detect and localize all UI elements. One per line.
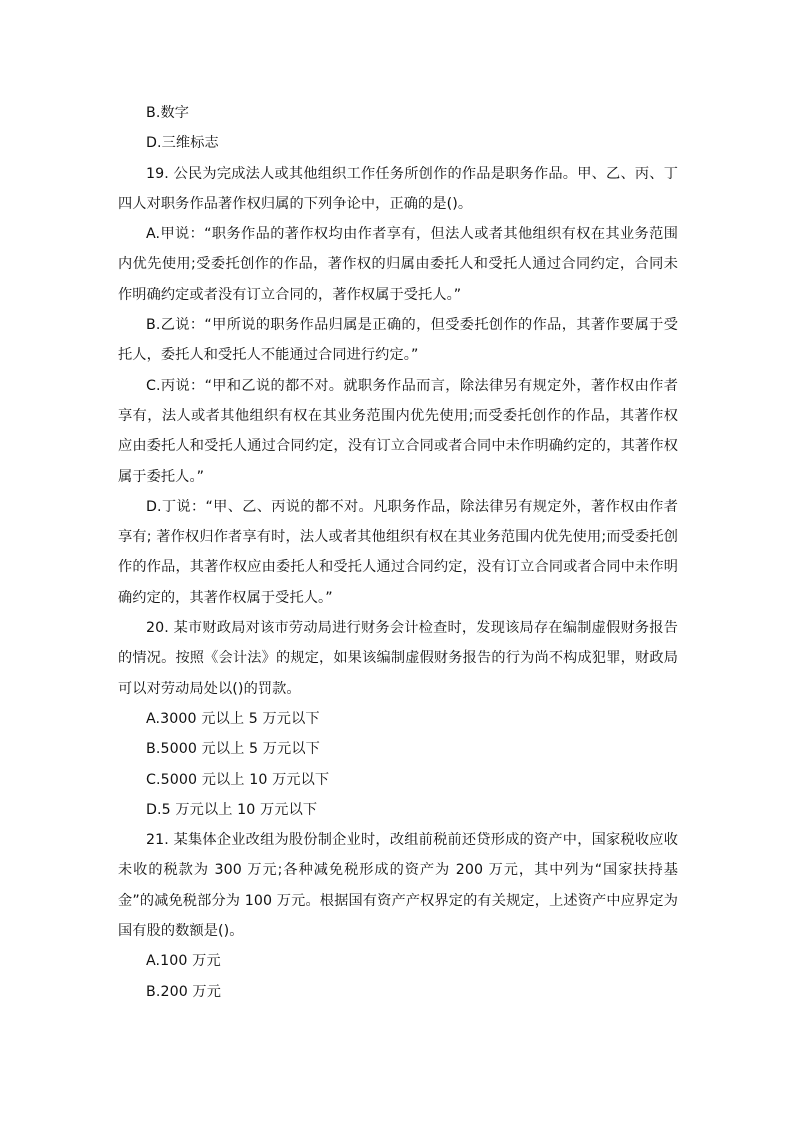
question-19-option-c: C.丙说：“甲和乙说的都不对。就职务作品而言，除法律另有规定外，著作权由作者享有，法人或者其他组织有权在其业务范围内优先使用;而受委托创作的作品，其著作权应由委托人和受托人通过合同约定，没有订立合同或者合同中未作明确约定的，其著作权属于委托人。”	[118, 377, 678, 485]
question-19-option-a: A.甲说：“职务作品的著作权均由作者享有，但法人或者其他组织有权在其业务范围内优先使用;受委托创作的作品，著作权的归属由委托人和受托人通过合同约定，合同未作明确约定或者没有订立合同的，著作权属于受托人。”	[118, 226, 678, 303]
question-20-option-d: D.5 万元以上 10 万元以下	[146, 801, 318, 818]
question-19: 19. 公民为完成法人或其他组织工作任务所创作的作品是职务作品。甲、乙、丙、丁四人对职务作品著作权归属的下列争论中，正确的是()。	[118, 165, 678, 212]
question-20: 20. 某市财政局对该市劳动局进行财务会计检查时，发现该局存在编制虚假财务报告的情况。按照《会计法》的规定，如果该编制虚假财务报告的行为尚不构成犯罪，财政局可以对劳动局处以()的罚款。	[118, 620, 678, 697]
option-d-3d-mark: D.三维标志	[146, 135, 219, 152]
question-20-option-a: A.3000 元以上 5 万元以下	[146, 710, 320, 727]
question-21-option-a: A.100 万元	[146, 953, 221, 970]
question-20-option-b: B.5000 元以上 5 万元以下	[146, 741, 320, 758]
document-body	[118, 98, 678, 1007]
question-19-option-b: B.乙说：“甲所说的职务作品归属是正确的，但受委托创作的作品，其著作要属于受托人，委托人和受托人不能通过合同进行约定。”	[118, 317, 678, 364]
question-20-option-c: C.5000 元以上 10 万元以下	[146, 771, 330, 788]
question-19-option-d: D.丁说：“甲、乙、丙说的都不对。凡职务作品，除法律另有规定外，著作权由作者享有; 著作权归作者享有时，法人或者其他组织有权在其业务范围内优先使用;而受委托创作的作品，其著作权应由委托人和受托人通过合同约定，没有订立合同或者合同中未作明确约定的，其著作权属于受托人。”	[118, 498, 678, 606]
question-21-option-b: B.200 万元	[146, 983, 222, 1000]
option-b-digits: B.数字	[146, 105, 190, 121]
question-21: 21. 某集体企业改组为股份制企业时，改组前税前还贷形成的资产中，国家税收应收未收的税款为 300 万元;各种减免税形成的资产为 200 万元，其中列为“国家扶持基金”的减免税部分为 100 万元。根据国有资产产权界定的有关规定，上述资产中应界定为国有股的数额是()。	[118, 832, 678, 940]
